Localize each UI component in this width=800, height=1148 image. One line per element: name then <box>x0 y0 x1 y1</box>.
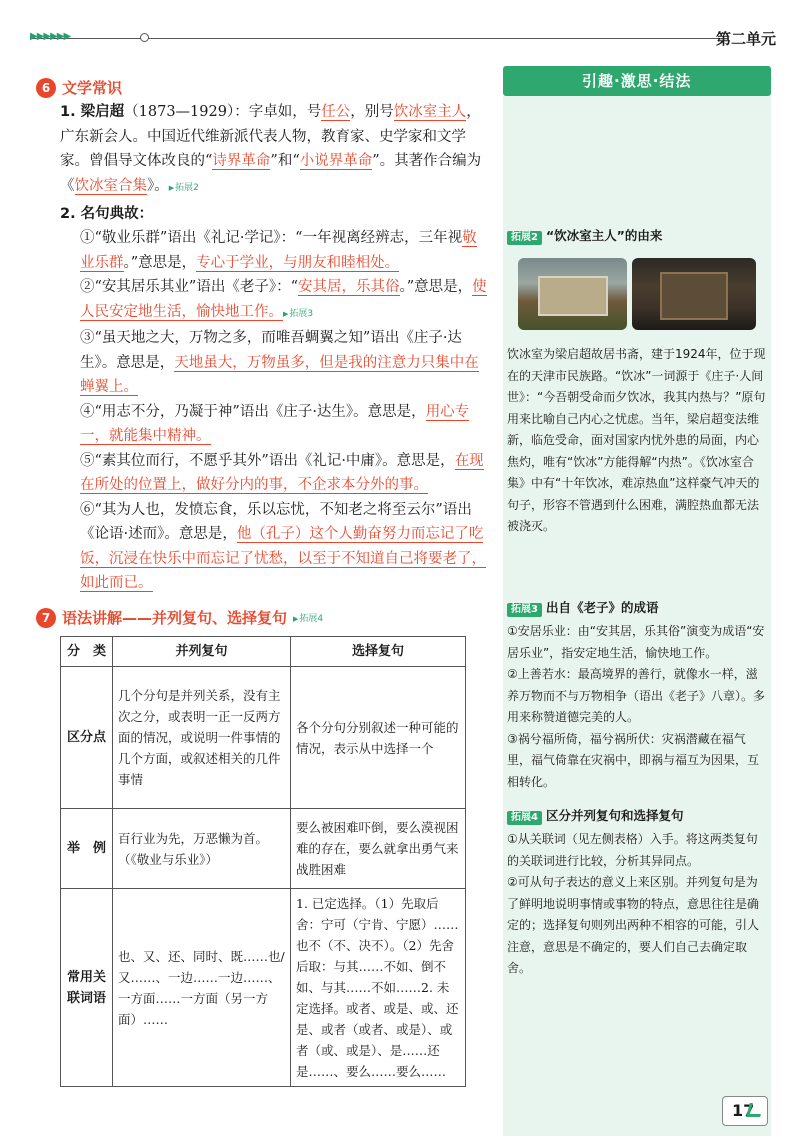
text: ，广东新会人。中国近代维新派代表人物，教育家、史学家和文学家。曾倡导文体改良的“ <box>60 104 481 169</box>
text: 。”意思是， <box>399 279 473 295</box>
quote-2 <box>80 275 490 326</box>
table-row <box>61 889 466 1087</box>
row-header: 区分点 <box>61 667 113 809</box>
table-cell: 1. 已定选择。（1）先取后舍：宁可（宁肯、宁愿）……也不（不、决不）。（2）先舍后取：与其……不如、倒不如、与其……不如……2. 未定选择。或者、或是、或、还是、或者（或者、或是）、或者（或、或是）、是……还是……、要么……要么…… <box>291 889 466 1087</box>
section-number-badge: 7 <box>36 608 56 628</box>
extension-title: 出自《老子》的成语 <box>545 600 659 615</box>
extension-link[interactable]: ▶ 拓展3 <box>283 309 313 319</box>
extension-tag: 拓展4 <box>507 811 542 825</box>
quote-6 <box>80 498 490 596</box>
literature-item-2 <box>60 202 490 227</box>
text: 》。 <box>147 177 169 194</box>
text: ①“敬业乐群”语出《礼记·学记》：“一年视离经辨志，三年视 <box>80 230 463 246</box>
answer-underline: 小说界革命 <box>299 153 373 169</box>
unit-title: 第二单元 <box>716 30 777 48</box>
table-cell: 百行业为先，万恶懒为首。（《敬业与乐业》） <box>113 809 291 889</box>
extension-link[interactable]: ▶ 拓展2 <box>169 183 199 193</box>
answer-underline: 天地虽大，万物虽多，但是我的注意力只集中在蝉翼上。 <box>80 354 479 395</box>
table-cell: 几个分句是并列关系，没有主次之分，或表明一正一反两方面的情况，或说明一件事情的几个方面，或叙述相关的几件事情 <box>113 667 291 809</box>
item-heading: 1. 梁启超 <box>60 104 125 120</box>
header-arrows-icon: ▶▶▶▶▶▶ <box>30 31 71 42</box>
header-rule <box>30 38 720 39</box>
extension-link[interactable]: ▶ 拓展4 <box>293 611 323 624</box>
table-cell: 各个分句分别叙述一种可能的情况，表示从中选择一个 <box>291 667 466 809</box>
extension-paragraph: ③祸兮福所倚，福兮祸所伏：灾祸潜藏在福气里，福气倚靠在灾祸中，即祸与福互为因果，互相转化。 <box>507 731 760 789</box>
row-header: 举 例 <box>61 809 113 889</box>
answer-underline: 用心专一，就能集中精神。 <box>80 403 470 444</box>
quote-5 <box>80 449 490 498</box>
section-6-heading <box>36 77 122 98</box>
text: ⑥“其为人也，发愤忘食，乐以忘忧，不知老之将至云尔”语出《论语·述而》。意思是， <box>80 501 472 542</box>
table-header-cell: 并列复句 <box>113 637 291 667</box>
row-header: 常用关联词语 <box>61 889 113 1087</box>
building-exterior-photo <box>518 258 627 330</box>
table-row <box>61 667 466 809</box>
text: ③“虽天地之大，万物之多，而唯吾蜩翼之知”语出《庄子·达生》。意思是， <box>80 330 462 371</box>
quotes-list <box>80 226 490 596</box>
table-header-row <box>61 637 466 667</box>
page-number: 17 <box>722 1096 768 1126</box>
extension-paragraph: ①从关联词（见左侧表格）入手。将这两类复句的关联词进行比较，分析其异同点。 <box>507 832 758 868</box>
extension-paragraph: ①安居乐业：由“安其居，乐其俗”演变为成语“安居乐业”，指安定地生活，愉快地工作。 <box>507 624 765 660</box>
extension-2 <box>507 226 769 245</box>
extension-paragraph: ②上善若水：最高境界的善行，就像水一样，滋养万物而不与万物相争（语出《老子》八章）。多用来称赞道德完美的人。 <box>507 667 766 724</box>
answer-underline: 使人民安定地生活，愉快地工作。 <box>80 279 487 320</box>
literature-item-1 <box>60 100 490 200</box>
extension-tag: 拓展2 <box>507 231 542 245</box>
answer-underline: 诗界革命 <box>212 153 271 169</box>
sidebar-banner-title: 引趣·激思·结法 <box>582 72 692 90</box>
table-header-cell: 分 类 <box>61 637 113 667</box>
extension-title: “饮冰室主人”的由来 <box>545 228 663 243</box>
answer-underline: 安其居，乐其俗 <box>298 279 400 295</box>
text: ，别号 <box>350 104 394 120</box>
table-cell: 也、又、还、同时、既……也/又……、一边……一边……、一方面……一方面（另一方面）…… <box>113 889 291 1087</box>
text: ②“安其居乐其业”语出《老子》：“ <box>80 279 298 295</box>
extension-tag: 拓展3 <box>507 603 542 617</box>
section-number-badge: 6 <box>36 78 56 98</box>
section-title: 语法讲解——并列复句、选择复句 <box>62 609 288 627</box>
text: （1873—1929）：字卓如，号 <box>124 104 322 120</box>
extension-4 <box>507 806 769 980</box>
text: ④“用志不分，乃凝于神”语出《庄子·达生》。意思是， <box>80 403 426 420</box>
text: 。”意思是， <box>123 254 197 271</box>
extension-2-body <box>507 340 769 538</box>
item-heading: 2. 名句典故： <box>60 206 154 222</box>
answer-underline: 任公 <box>321 104 351 120</box>
grammar-table <box>60 636 466 1087</box>
answer-underline: 饮冰室主人 <box>393 104 467 120</box>
quote-1 <box>80 226 490 275</box>
study-interior-photo <box>632 258 756 330</box>
header-dot-icon <box>140 33 149 42</box>
quote-4 <box>80 400 490 449</box>
answer-underline: 在现在所处的位置上，做好分内的事，不企求本分外的事。 <box>80 452 484 493</box>
table-row <box>61 809 466 889</box>
extension-text: 饮冰室为梁启超故居书斋，建于1924年，位于现在的天津市民族路。“饮冰”一词源于《庄子·人间世》：“今吾朝受命而夕饮冰，我其内热与？”原句用来比喻自己内心之忧虑。当年，梁启超变法维新，临危受命，面对国家内忧外患的局面，内心焦灼，唯有“饮冰”方能得解“内热”。《饮冰室合集》中有“十年饮冰，难凉热血”这样豪气冲天的句子，形容不管遇到什么困难，满腔热血都无法被浇灭。 <box>507 347 766 533</box>
text: ⑤“素其位而行，不愿乎其外”语出《礼记·中庸》。意思是， <box>80 452 455 469</box>
table-cell: 要么被困难吓倒，要么漠视困难的存在，要么就拿出勇气来战胜困难 <box>291 809 466 889</box>
section-7-heading <box>36 607 323 628</box>
text: ”和“ <box>270 153 300 169</box>
answer-underline: 专心于学业，与朋友和睦相处。 <box>196 254 400 271</box>
answer-underline: 他（孔子）这个人勤奋努力而忘记了吃饭，沉浸在快乐中而忘记了忧愁，以至于不知道自己将要老了，如此而已。 <box>80 526 486 591</box>
extension-3 <box>507 598 769 793</box>
table-header-cell: 选择复句 <box>291 637 466 667</box>
answer-underline: 敬业乐群 <box>80 230 477 271</box>
text: ”。其著作合编为《 <box>60 153 482 194</box>
section-title: 文学常识 <box>62 79 123 97</box>
extension-title: 区分并列复句和选择复句 <box>545 808 684 823</box>
quote-3 <box>80 326 490 400</box>
answer-underline: 饮冰室合集 <box>74 177 147 194</box>
extension-paragraph: ②可从句子表达的意义上来区别。并列复句是为了鲜明地说明事情或事物的特点，意思往往是确定的；选择复句则列出两种不相容的可能，引人注意，意思是不确定的，要人们自己去确定取舍。 <box>507 875 760 975</box>
